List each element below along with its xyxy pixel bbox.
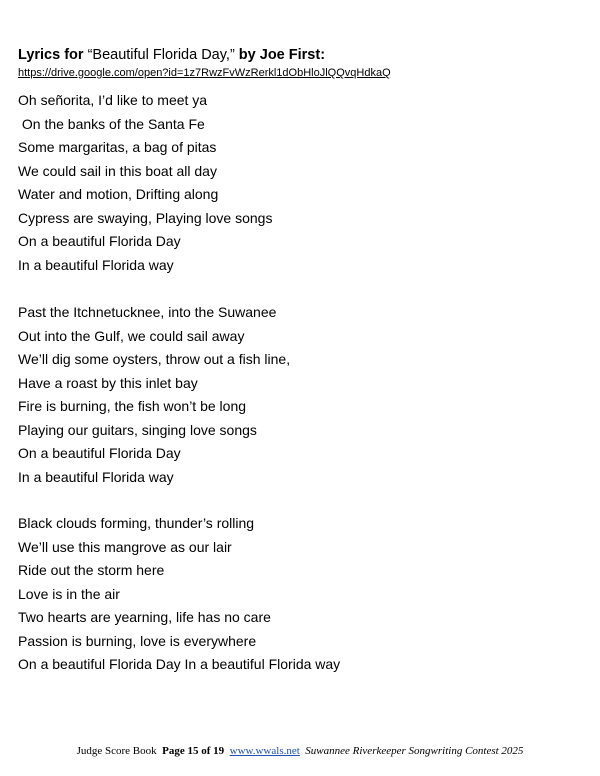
lyric-line: On a beautiful Florida Day: [18, 445, 181, 461]
lyric-line: Ride out the storm here: [18, 562, 165, 578]
lyric-line: We could sail in this boat all day: [18, 162, 217, 179]
lyric-line: We’ll dig some oysters, throw out a fish line,: [18, 351, 291, 367]
lyric-line: Cypress are swaying, Playing love songs: [18, 209, 273, 226]
page-footer: [0, 744, 600, 758]
lyric-line: Out into the Gulf, we could sail away: [18, 327, 245, 344]
page-number: Page 15 of 19: [162, 745, 225, 757]
lyric-line: Water and motion, Drifting along: [18, 186, 219, 202]
lyric-line: Black clouds forming, thunder’s rolling: [18, 515, 255, 531]
lyric-line: Oh señorita, I’d like to meet ya: [18, 92, 208, 108]
lyric-line: Have a roast by this inlet bay: [18, 374, 198, 391]
song-link[interactable]: https://drive.google.com/open?id=1z7RwzFvWzRerkl1dObHloJlQQvqHdkaQ: [18, 67, 391, 79]
lyric-line: On a beautiful Florida Day In a beautiful Florida way: [18, 656, 341, 672]
lyric-line: In a beautiful Florida way: [18, 468, 174, 485]
footer-book: Judge Score Book: [76, 745, 157, 757]
lyric-line: Two hearts are yearning, life has no care: [18, 609, 271, 625]
lyric-line: We’ll use this mangrove as our lair: [18, 538, 232, 555]
stanza-2: [18, 301, 290, 489]
stanza-1: [18, 89, 272, 277]
footer-contest: Suwannee Riverkeeper Songwriting Contest 2025: [305, 745, 524, 757]
lyric-line: Playing our guitars, singing love songs: [18, 421, 257, 438]
song-title: “Beautiful Florida Day,”: [87, 47, 235, 63]
footer-link[interactable]: www.wwals.net: [229, 745, 300, 757]
song-heading: [18, 46, 325, 64]
lyric-line: Some margaritas, a bag of pitas: [18, 139, 217, 155]
lyric-line: In a beautiful Florida way: [18, 256, 174, 273]
song-author: by Joe First:: [234, 47, 326, 63]
stanza-3: [18, 512, 340, 677]
lyric-line: Love is in the air: [18, 585, 120, 602]
heading-prefix: Lyrics for: [18, 47, 88, 63]
lyric-line: On the banks of the Santa Fe: [18, 115, 205, 132]
lyric-line: Fire is burning, the fish won’t be long: [18, 398, 247, 414]
lyric-line: Passion is burning, love is everywhere: [18, 632, 257, 649]
lyric-line: Past the Itchnetucknee, into the Suwanee: [18, 304, 277, 320]
lyric-line: On a beautiful Florida Day: [18, 233, 181, 249]
